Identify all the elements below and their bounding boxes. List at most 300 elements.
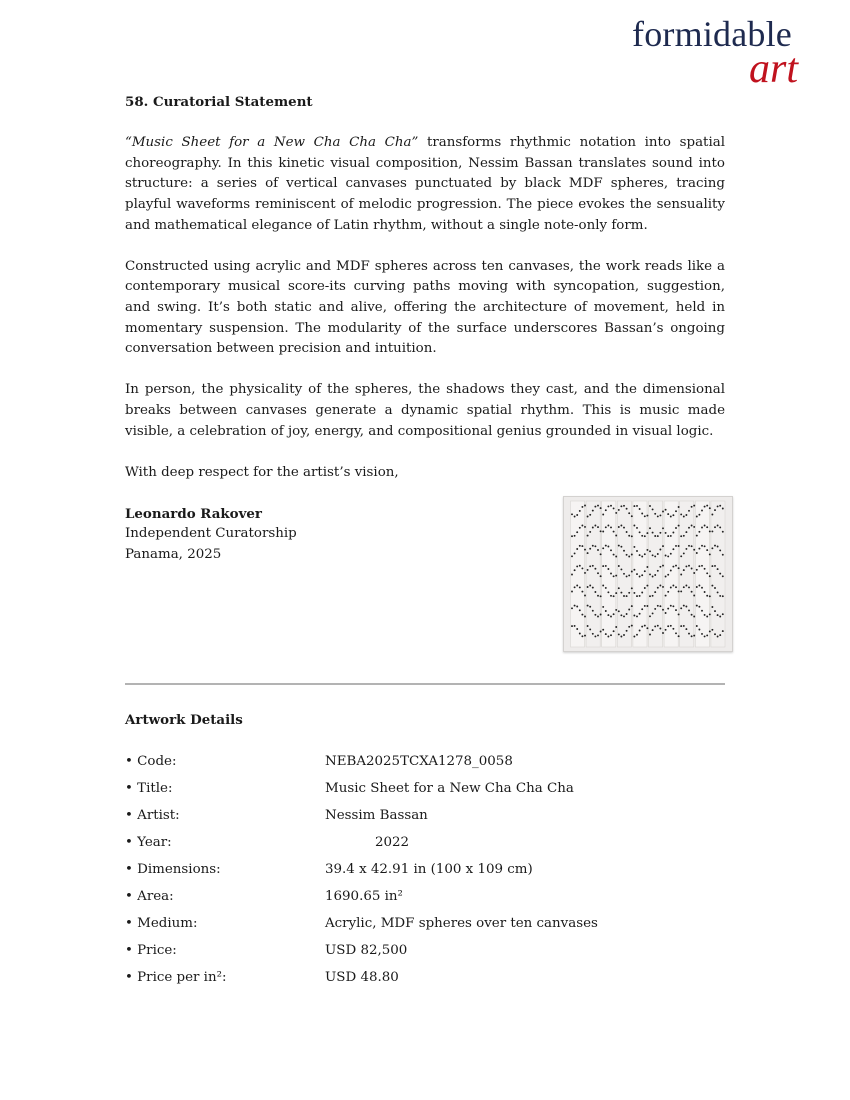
mdf-sphere-dot: [576, 628, 578, 630]
mdf-sphere-dot: [670, 570, 672, 572]
mdf-sphere-dot: [626, 554, 628, 556]
mdf-sphere-dot: [678, 613, 680, 615]
mdf-sphere-dot: [576, 531, 578, 533]
mdf-sphere-dot: [683, 605, 685, 607]
mdf-sphere-dot: [631, 554, 633, 556]
mdf-sphere-dot: [589, 585, 591, 587]
mdf-sphere-dot: [714, 610, 716, 612]
mdf-sphere-dot: [576, 548, 578, 550]
mdf-sphere-dot: [657, 515, 659, 517]
curatorial-statement: [125, 92, 725, 566]
mdf-sphere-dot: [662, 632, 664, 634]
canvas-panel: [602, 501, 616, 647]
mdf-sphere-dot: [659, 585, 661, 587]
mdf-sphere-dot: [579, 545, 581, 547]
mdf-sphere-dot: [719, 616, 721, 618]
mdf-sphere-dot: [691, 506, 693, 508]
mdf-sphere-dot: [636, 527, 638, 529]
mdf-sphere-dot: [675, 586, 677, 588]
mdf-sphere-dot: [610, 595, 612, 597]
mdf-sphere-dot: [683, 569, 685, 571]
mdf-sphere-dot: [587, 625, 589, 627]
mdf-sphere-dot: [600, 595, 602, 597]
mdf-sphere-dot: [701, 633, 703, 635]
detail-value: USD 48.80: [325, 970, 399, 985]
mdf-sphere-dot: [680, 574, 682, 576]
mdf-sphere-dot: [639, 508, 641, 510]
mdf-sphere-dot: [680, 513, 682, 515]
mdf-sphere-dot: [717, 546, 719, 548]
mdf-sphere-dot: [711, 606, 713, 608]
mdf-sphere-dot: [600, 575, 602, 577]
mdf-sphere-dot: [665, 595, 667, 597]
mdf-sphere-dot: [691, 635, 693, 637]
mdf-sphere-dot: [662, 586, 664, 588]
detail-value: NEBA2025TCXA1278_0058: [325, 754, 513, 769]
mdf-sphere-dot: [680, 555, 682, 557]
mdf-sphere-dot: [654, 574, 656, 576]
mdf-sphere-dot: [709, 595, 711, 597]
detail-label: • Artist:: [125, 808, 180, 823]
mdf-sphere-dot: [628, 512, 630, 514]
mdf-sphere-dot: [636, 505, 638, 507]
mdf-sphere-dot: [639, 576, 641, 578]
mdf-sphere-dot: [615, 575, 617, 577]
mdf-sphere-dot: [688, 586, 690, 588]
mdf-sphere-dot: [571, 591, 573, 593]
mdf-sphere-dot: [620, 546, 622, 548]
mdf-sphere-dot: [719, 505, 721, 507]
mdf-sphere-dot: [662, 609, 664, 611]
mdf-sphere-dot: [628, 574, 630, 576]
mdf-sphere-dot: [607, 525, 609, 527]
mdf-sphere-dot: [628, 609, 630, 611]
mdf-sphere-dot: [657, 625, 659, 627]
mdf-sphere-dot: [641, 535, 643, 537]
mdf-sphere-dot: [672, 532, 674, 534]
mdf-sphere-dot: [683, 516, 685, 518]
detail-value: Acrylic, MDF spheres over ten canvases: [325, 916, 598, 931]
mdf-sphere-dot: [644, 625, 646, 627]
mdf-sphere-dot: [654, 513, 656, 515]
mdf-sphere-dot: [641, 626, 643, 628]
mdf-sphere-dot: [672, 605, 674, 607]
mdf-sphere-dot: [571, 513, 573, 515]
mdf-sphere-dot: [704, 591, 706, 593]
mdf-sphere-dot: [711, 514, 713, 516]
mdf-sphere-dot: [581, 591, 583, 593]
mdf-sphere-dot: [620, 636, 622, 638]
mdf-sphere-dot: [615, 535, 617, 537]
mdf-sphere-dot: [618, 526, 620, 528]
mdf-sphere-dot: [717, 614, 719, 616]
detail-label: • Price per in²:: [125, 970, 227, 985]
mdf-sphere-dot: [618, 565, 620, 567]
mdf-sphere-dot: [589, 548, 591, 550]
mdf-sphere-dot: [628, 626, 630, 628]
mdf-sphere-dot: [602, 531, 604, 533]
mdf-sphere-dot: [587, 516, 589, 518]
mdf-sphere-dot: [623, 634, 625, 636]
mdf-sphere-dot: [584, 572, 586, 574]
mdf-sphere-dot: [618, 587, 620, 589]
mdf-sphere-dot: [672, 514, 674, 516]
mdf-sphere-dot: [685, 548, 687, 550]
detail-value: USD 82,500: [325, 943, 408, 958]
mdf-sphere-dot: [693, 505, 695, 507]
mdf-sphere-dot: [719, 595, 721, 597]
mdf-sphere-dot: [587, 552, 589, 554]
mdf-sphere-dot: [613, 531, 615, 533]
detail-label: • Price:: [125, 943, 177, 958]
mdf-sphere-dot: [620, 592, 622, 594]
mdf-sphere-dot: [607, 614, 609, 616]
artwork-sphere-canvases: [564, 497, 732, 651]
mdf-sphere-dot: [571, 535, 573, 537]
mdf-sphere-dot: [633, 615, 635, 617]
mdf-sphere-dot: [597, 549, 599, 551]
mdf-sphere-dot: [654, 591, 656, 593]
mdf-sphere-dot: [711, 585, 713, 587]
mdf-sphere-dot: [623, 550, 625, 552]
mdf-sphere-dot: [592, 587, 594, 589]
mdf-sphere-dot: [665, 612, 667, 614]
mdf-sphere-dot: [675, 527, 677, 529]
mdf-sphere-dot: [722, 613, 724, 615]
mdf-sphere-dot: [597, 526, 599, 528]
mdf-sphere-dot: [633, 546, 635, 548]
mdf-sphere-dot: [719, 573, 721, 575]
detail-label: • Year:: [125, 835, 172, 850]
mdf-sphere-dot: [631, 535, 633, 537]
detail-value: Music Sheet for a New Cha Cha Cha: [325, 781, 574, 796]
artwork-image: [563, 496, 733, 652]
mdf-sphere-dot: [579, 527, 581, 529]
detail-row-year: [125, 833, 725, 860]
detail-value: 39.4 x 42.91 in (100 x 109 cm): [325, 862, 533, 877]
mdf-sphere-dot: [646, 605, 648, 607]
mdf-sphere-dot: [571, 555, 573, 557]
detail-row-price: [125, 941, 725, 968]
mdf-sphere-dot: [646, 549, 648, 551]
mdf-sphere-dot: [693, 595, 695, 597]
mdf-sphere-dot: [644, 553, 646, 555]
mdf-sphere-dot: [644, 535, 646, 537]
mdf-sphere-dot: [587, 605, 589, 607]
mdf-sphere-dot: [652, 595, 654, 597]
mdf-sphere-dot: [636, 595, 638, 597]
detail-value: 1690.65 in²: [325, 889, 403, 904]
mdf-sphere-dot: [714, 587, 716, 589]
mdf-sphere-dot: [631, 605, 633, 607]
mdf-sphere-dot: [717, 505, 719, 507]
mdf-sphere-dot: [576, 514, 578, 516]
mdf-sphere-dot: [607, 636, 609, 638]
mdf-sphere-dot: [626, 531, 628, 533]
detail-label: • Code:: [125, 754, 177, 769]
mdf-sphere-dot: [620, 505, 622, 507]
mdf-sphere-dot: [691, 614, 693, 616]
mdf-sphere-dot: [693, 572, 695, 574]
artwork-details-list: [125, 752, 725, 995]
mdf-sphere-dot: [571, 607, 573, 609]
mdf-sphere-dot: [659, 549, 661, 551]
mdf-sphere-dot: [605, 545, 607, 547]
mdf-sphere-dot: [639, 630, 641, 632]
mdf-sphere-dot: [678, 545, 680, 547]
mdf-sphere-dot: [579, 633, 581, 635]
mdf-sphere-dot: [688, 545, 690, 547]
signature-place: Panama, 2025: [125, 547, 222, 563]
statement-paragraph-1: [125, 133, 725, 236]
mdf-sphere-dot: [644, 570, 646, 572]
mdf-sphere-dot: [576, 585, 578, 587]
mdf-sphere-dot: [654, 608, 656, 610]
mdf-sphere-dot: [717, 591, 719, 593]
mdf-sphere-dot: [709, 630, 711, 632]
mdf-sphere-dot: [670, 535, 672, 537]
mdf-sphere-dot: [657, 535, 659, 537]
mdf-sphere-dot: [605, 565, 607, 567]
mdf-sphere-dot: [683, 535, 685, 537]
mdf-sphere-dot: [576, 565, 578, 567]
detail-label: • Dimensions:: [125, 862, 221, 877]
mdf-sphere-dot: [589, 514, 591, 516]
mdf-sphere-dot: [641, 592, 643, 594]
mdf-sphere-dot: [607, 591, 609, 593]
mdf-sphere-dot: [691, 568, 693, 570]
mdf-sphere-dot: [714, 565, 716, 567]
mdf-sphere-dot: [592, 610, 594, 612]
mdf-sphere-dot: [610, 573, 612, 575]
mdf-sphere-dot: [623, 527, 625, 529]
mdf-sphere-dot: [696, 605, 698, 607]
mdf-sphere-dot: [675, 510, 677, 512]
mdf-sphere-dot: [581, 506, 583, 508]
mdf-sphere-dot: [698, 606, 700, 608]
mdf-sphere-dot: [696, 516, 698, 518]
mdf-sphere-dot: [592, 545, 594, 547]
mdf-sphere-dot: [646, 566, 648, 568]
mdf-sphere-dot: [714, 633, 716, 635]
logo-wordmark-top: formidable: [632, 14, 792, 54]
mdf-sphere-dot: [649, 634, 651, 636]
mdf-sphere-dot: [646, 585, 648, 587]
mdf-sphere-dot: [683, 552, 685, 554]
mdf-sphere-dot: [602, 514, 604, 516]
mdf-sphere-dot: [652, 612, 654, 614]
mdf-sphere-dot: [620, 614, 622, 616]
mdf-sphere-dot: [704, 614, 706, 616]
mdf-sphere-dot: [680, 590, 682, 592]
mdf-sphere-dot: [631, 515, 633, 517]
mdf-sphere-dot: [623, 615, 625, 617]
mdf-sphere-dot: [602, 585, 604, 587]
mdf-sphere-dot: [628, 556, 630, 558]
mdf-sphere-dot: [693, 616, 695, 618]
mdf-sphere-dot: [610, 616, 612, 618]
mdf-sphere-dot: [594, 525, 596, 527]
mdf-sphere-dot: [662, 511, 664, 513]
mdf-sphere-dot: [636, 573, 638, 575]
mdf-sphere-dot: [649, 595, 651, 597]
statement-heading: 58. Curatorial Statement: [125, 94, 313, 110]
mdf-sphere-dot: [574, 569, 576, 571]
mdf-sphere-dot: [605, 526, 607, 528]
mdf-sphere-dot: [605, 610, 607, 612]
detail-row-artist: [125, 806, 725, 833]
detail-row-area: [125, 887, 725, 914]
canvas-panel: [711, 501, 725, 647]
mdf-sphere-dot: [652, 532, 654, 534]
detail-value: Nessim Bassan: [325, 808, 428, 823]
mdf-sphere-dot: [613, 554, 615, 556]
mdf-sphere-dot: [626, 575, 628, 577]
mdf-sphere-dot: [722, 531, 724, 533]
mdf-sphere-dot: [600, 553, 602, 555]
mdf-sphere-dot: [584, 505, 586, 507]
mdf-sphere-dot: [693, 635, 695, 637]
mdf-sphere-dot: [696, 569, 698, 571]
mdf-sphere-dot: [605, 587, 607, 589]
mdf-sphere-dot: [675, 565, 677, 567]
mdf-sphere-dot: [594, 591, 596, 593]
mdf-sphere-dot: [709, 553, 711, 555]
mdf-sphere-dot: [701, 610, 703, 612]
mdf-sphere-dot: [667, 555, 669, 557]
mdf-sphere-dot: [652, 554, 654, 556]
mdf-sphere-dot: [670, 625, 672, 627]
mdf-sphere-dot: [657, 587, 659, 589]
mdf-sphere-dot: [623, 573, 625, 575]
mdf-sphere-dot: [706, 634, 708, 636]
mdf-sphere-dot: [592, 633, 594, 635]
mdf-sphere-dot: [584, 616, 586, 618]
mdf-sphere-dot: [602, 606, 604, 608]
mdf-sphere-dot: [605, 509, 607, 511]
mdf-sphere-dot: [659, 532, 661, 534]
mdf-sphere-dot: [581, 525, 583, 527]
mdf-sphere-dot: [641, 556, 643, 558]
mdf-sphere-dot: [589, 531, 591, 533]
mdf-sphere-dot: [680, 625, 682, 627]
mdf-sphere-dot: [667, 574, 669, 576]
mdf-sphere-dot: [574, 625, 576, 627]
mdf-sphere-dot: [628, 592, 630, 594]
mdf-sphere-dot: [659, 628, 661, 630]
mdf-sphere-dot: [659, 514, 661, 516]
mdf-sphere-dot: [678, 525, 680, 527]
mdf-sphere-dot: [652, 508, 654, 510]
mdf-sphere-dot: [639, 554, 641, 556]
mdf-sphere-dot: [701, 527, 703, 529]
mdf-sphere-dot: [636, 634, 638, 636]
mdf-sphere-dot: [680, 535, 682, 537]
mdf-sphere-dot: [620, 568, 622, 570]
mdf-sphere-dot: [615, 512, 617, 514]
mdf-sphere-dot: [659, 605, 661, 607]
mdf-sphere-dot: [613, 575, 615, 577]
mdf-sphere-dot: [685, 565, 687, 567]
mdf-sphere-dot: [711, 629, 713, 631]
mdf-sphere-dot: [696, 586, 698, 588]
mdf-sphere-dot: [698, 514, 700, 516]
mdf-sphere-dot: [574, 535, 576, 537]
mdf-sphere-dot: [594, 568, 596, 570]
mdf-sphere-dot: [678, 567, 680, 569]
mdf-sphere-dot: [592, 527, 594, 529]
mdf-sphere-dot: [633, 592, 635, 594]
mdf-sphere-dot: [670, 605, 672, 607]
mdf-sphere-dot: [584, 635, 586, 637]
artwork-title-quote: “Music Sheet for a New Cha Cha Cha”: [125, 135, 419, 151]
mdf-sphere-dot: [672, 628, 674, 630]
mdf-sphere-dot: [711, 530, 713, 532]
mdf-sphere-dot: [574, 605, 576, 607]
mdf-sphere-dot: [581, 635, 583, 637]
mdf-sphere-dot: [633, 505, 635, 507]
mdf-sphere-dot: [688, 510, 690, 512]
mdf-sphere-dot: [605, 633, 607, 635]
detail-label: • Medium:: [125, 916, 198, 931]
mdf-sphere-dot: [654, 535, 656, 537]
mdf-sphere-dot: [678, 506, 680, 508]
mdf-sphere-dot: [672, 585, 674, 587]
detail-row-price-per-area: [125, 968, 725, 995]
mdf-sphere-dot: [657, 553, 659, 555]
mdf-sphere-dot: [597, 572, 599, 574]
mdf-sphere-dot: [662, 545, 664, 547]
mdf-sphere-dot: [717, 568, 719, 570]
mdf-sphere-dot: [693, 526, 695, 528]
mdf-sphere-dot: [675, 609, 677, 611]
mdf-sphere-dot: [665, 576, 667, 578]
mdf-sphere-dot: [628, 535, 630, 537]
mdf-sphere-dot: [594, 614, 596, 616]
mdf-sphere-dot: [683, 625, 685, 627]
detail-value: 2022: [375, 835, 410, 850]
mdf-sphere-dot: [626, 630, 628, 632]
detail-row-medium: [125, 914, 725, 941]
mdf-sphere-dot: [719, 549, 721, 551]
mdf-sphere-dot: [618, 610, 620, 612]
mdf-sphere-dot: [626, 613, 628, 615]
mdf-sphere-dot: [652, 629, 654, 631]
mdf-sphere-dot: [613, 613, 615, 615]
mdf-sphere-dot: [633, 636, 635, 638]
mdf-sphere-dot: [574, 586, 576, 588]
mdf-sphere-dot: [670, 553, 672, 555]
mdf-sphere-dot: [626, 595, 628, 597]
mdf-sphere-dot: [607, 568, 609, 570]
mdf-sphere-dot: [579, 609, 581, 611]
mdf-sphere-dot: [688, 633, 690, 635]
mdf-sphere-dot: [615, 626, 617, 628]
mdf-sphere-dot: [607, 505, 609, 507]
mdf-sphere-dot: [613, 507, 615, 509]
mdf-sphere-dot: [644, 605, 646, 607]
mdf-sphere-dot: [618, 509, 620, 511]
mdf-sphere-dot: [644, 587, 646, 589]
mdf-sphere-dot: [649, 505, 651, 507]
mdf-sphere-dot: [600, 507, 602, 509]
mdf-sphere-dot: [589, 565, 591, 567]
mdf-sphere-dot: [631, 625, 633, 627]
mdf-sphere-dot: [704, 545, 706, 547]
mdf-sphere-dot: [665, 532, 667, 534]
mdf-sphere-dot: [704, 568, 706, 570]
detail-row-title: [125, 779, 725, 806]
